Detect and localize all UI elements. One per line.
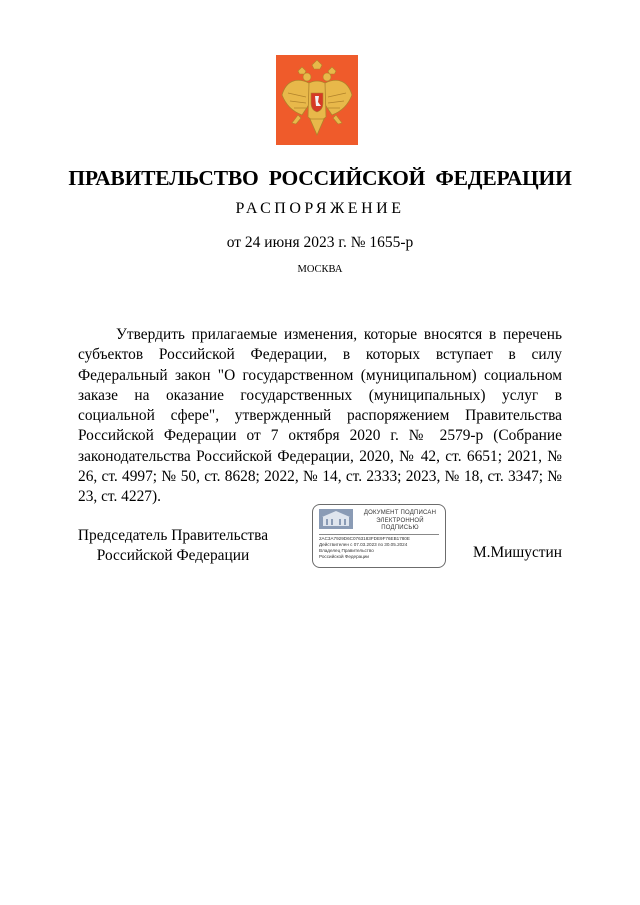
signer-name: М.Мишустин bbox=[472, 544, 562, 561]
document-city: МОСКВА bbox=[297, 264, 343, 275]
stamp-divider bbox=[319, 534, 439, 535]
electronic-signature-stamp bbox=[312, 504, 446, 568]
stamp-heading: ДОКУМЕНТ ПОДПИСАН ЭЛЕКТРОННОЙ ПОДПИСЬЮ bbox=[363, 510, 437, 531]
order-body-paragraph: Утвердить прилагаемые изменения, которые вносятся в перечень субъектов Российской Федерации, в которых вступает в силу Федеральный закон "О государственном (муниципальном) социальном заказе на оказание государственных (муниципальных) услуг в социальной сфере", утвержденный распоряжением Правительства Российской Федерации от 7 октября 2020 г. № 2579-р (Собрание законодательства Российской Федерации, 2020, № 42, ст. 6651; 2021, № 26, ст. 4997; № 50, ст. 8628; 2022, № 14, ст. 2333; 2023, № 18, ст. 3347; № 23, ст. 4227). bbox=[78, 326, 562, 506]
stamp-details bbox=[319, 536, 443, 560]
signer-title: Председатель Правительства Российской Федерации bbox=[77, 527, 269, 564]
government-title: ПРАВИТЕЛЬСТВО РОССИЙСКОЙ ФЕДЕРАЦИИ bbox=[68, 166, 572, 190]
document-type: РАСПОРЯЖЕНИЕ bbox=[235, 200, 405, 217]
government-building-icon bbox=[319, 509, 353, 529]
document-date-number: от 24 июня 2023 г. № 1655-р bbox=[226, 234, 414, 251]
russian-coat-of-arms-icon bbox=[276, 55, 358, 145]
stamp-certificate: 2AC3A7929D6C0763183FDE9F76EB1780E bbox=[319, 536, 410, 541]
stamp-validity: Действителен с 07.03.2023 по 30.05.2024 bbox=[319, 542, 408, 547]
stamp-owner: Владелец Правительство Российской Федерации bbox=[319, 548, 374, 559]
